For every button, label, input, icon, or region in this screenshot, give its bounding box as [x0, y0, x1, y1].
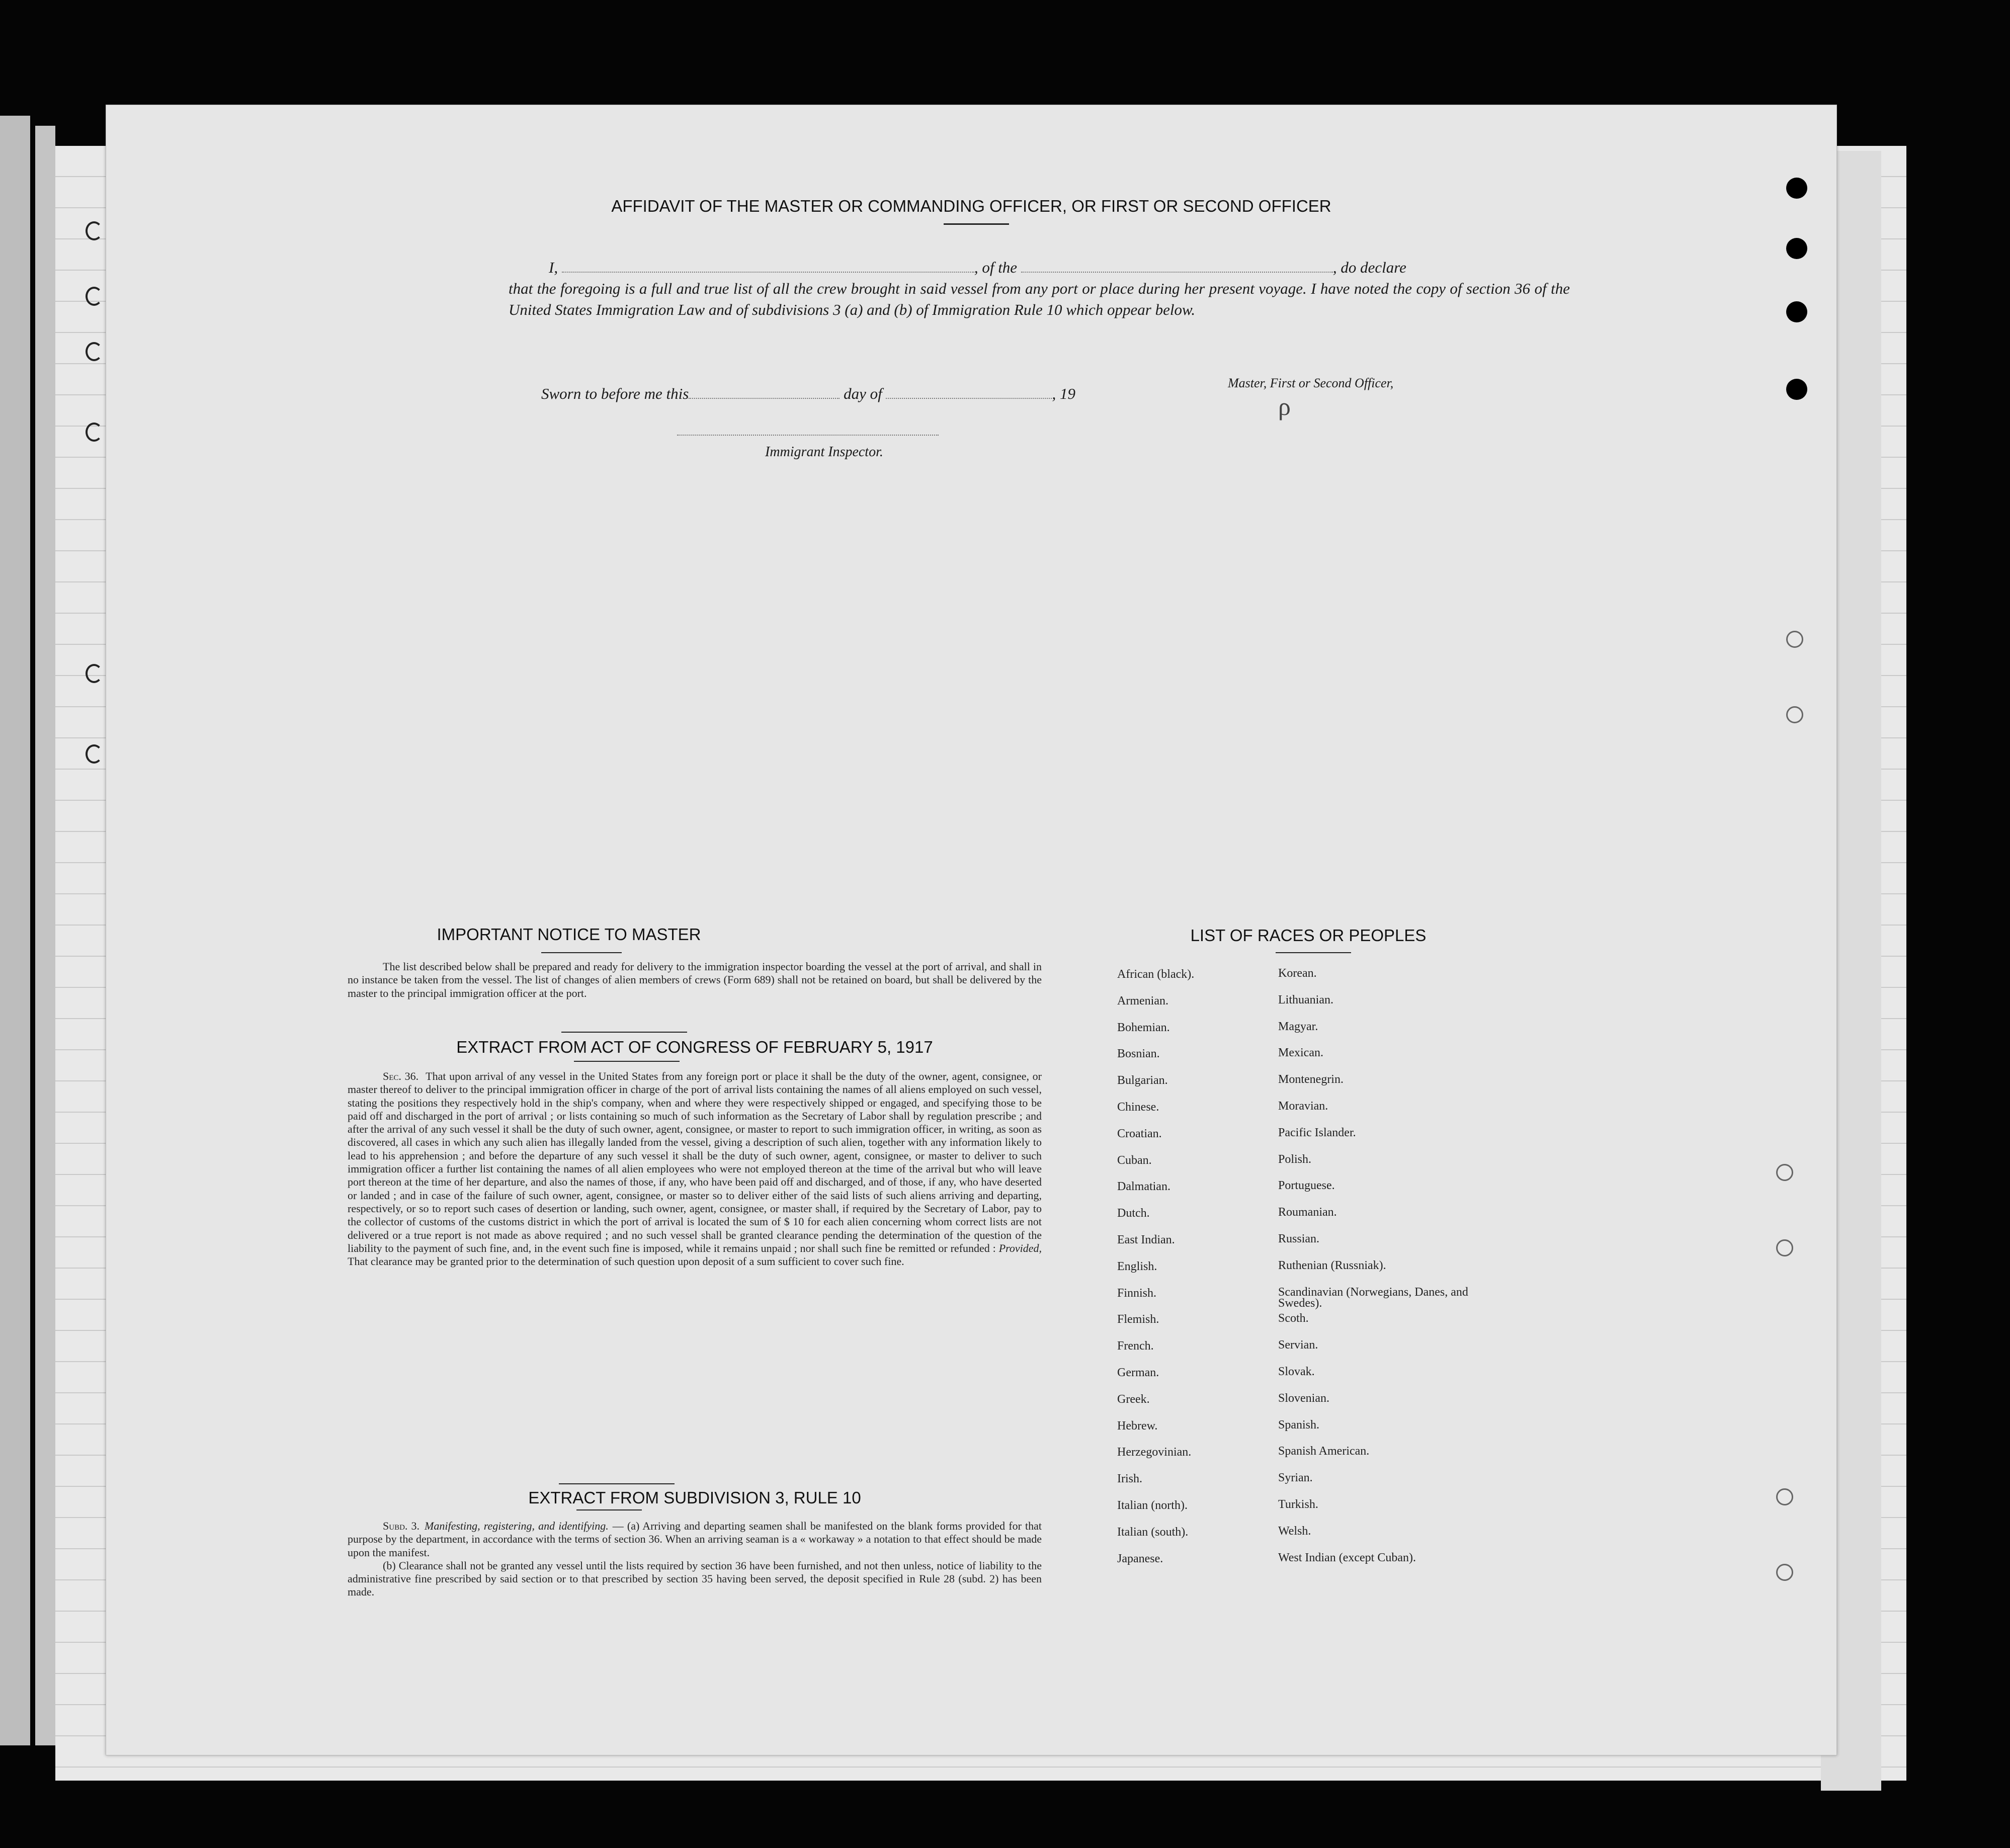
race-name: Magyar.: [1278, 1020, 1318, 1033]
month-blank: [886, 398, 1052, 399]
section-text: That upon arrival of any vessel in the United States from any foreign port or place it shall be the duty of the owner, agent, consignee, or master thereof to deliver to the principal immigration officer in charge of the port of arrival lists containing the names of all aliens employed on such vessel, stating the positions they respectively hold in the ship's company, when and where they were respectively shipped or engaged, and specifying those to be paid off and discharged in the port of arrival ; or lists containing so much of such information as the Secretary of Labor shall by regulation prescribe ; and after the arrival of any such vessel it shall be the duty of such owner, agent, consignee, or master to report to such immigration officer, in writing, as soon as discovered, all cases in which any such alien has illegally landed from the vessel, giving a description of such alien, together with any information likely to lead to his apprehension ; and before the departure of any such vessel it shall be the duty of such owner, agent, consignee, or master to deliver to such immigration officer a further list containing the names of all alien employees who were not employed thereon at the time of the arrival but who will leave port thereon at the time of her departure, and also the names of those, if any, who have been paid off and discharged, and of those, if any, who have deserted or landed ; and in case of the failure of such owner, agent, consignee, or master so to deliver either of the said lists of such aliens arriving and departing, respectively, or so to report such cases of desertion or landing, such owner, agent, consignee, or master shall, if required by the Secretary of Labor, pay to the collector of customs of the customs district in which the port of arrival is located the sum of $ 10 for each alien concerning whom correct lists are not delivered or a true report is not made as above required ; and no such vessel shall be granted clearance pending the determination of the question of the liability to the payment of such fine, and, in the event such fine is imposed, while it remains unpaid ; nor shall such fine be remitted or refunded :: [348, 1070, 1042, 1254]
race-row: [1117, 1339, 1520, 1366]
race-row: [1117, 1260, 1520, 1287]
name-blank: [562, 272, 974, 273]
background-sheet-left: [0, 116, 30, 1745]
race-name: Roumanian.: [1278, 1206, 1337, 1219]
section-label: Sec. 36.: [383, 1070, 419, 1082]
handwritten-initial: ρ: [1278, 392, 1291, 421]
race-row: [1117, 1446, 1520, 1472]
subd-a-text: — (a) Arriving and departing seamen shall be manifested on the blank forms provided for that purpose by the department, in accordance with the terms of section 36. When an arriving seaman is a « workaway » a notation to that effect should be made upon the manifest.: [348, 1520, 1042, 1559]
race-name: Spanish.: [1278, 1418, 1320, 1432]
race-name: Bosnian.: [1117, 1047, 1160, 1061]
margin-mark: [86, 664, 103, 683]
divider: [561, 1032, 687, 1033]
race-name: Herzegovinian.: [1117, 1446, 1192, 1459]
inspector-signature-line: [677, 435, 939, 436]
punch-hole: [1786, 706, 1803, 723]
race-name: Scoth.: [1278, 1312, 1309, 1325]
divider: [574, 1061, 680, 1062]
affidavit-body: [509, 257, 1570, 320]
punch-hole: [1786, 238, 1807, 259]
punch-hole: [1776, 1564, 1793, 1581]
extract-rule-title: EXTRACT FROM SUBDIVISION 3, RULE 10: [528, 1488, 861, 1507]
race-row: [1117, 1366, 1520, 1393]
race-name: Ruthenian (Russniak).: [1278, 1258, 1386, 1272]
race-name: Servian.: [1278, 1338, 1318, 1352]
manifest-page: [106, 105, 1837, 1755]
margin-mark: [86, 342, 103, 361]
divider: [576, 1509, 642, 1510]
race-row: [1117, 994, 1520, 1021]
section-text-end: That clearance may be granted prior to the determination of such question upon deposit of a sum sufficient to cover such fine.: [348, 1255, 904, 1268]
sworn-line: [541, 385, 1075, 403]
race-row: [1117, 1207, 1520, 1233]
section-36-text: [348, 1070, 1042, 1268]
subdivision-a: [348, 1520, 1042, 1559]
punch-hole: [1786, 178, 1807, 199]
notice-title: IMPORTANT NOTICE TO MASTER: [437, 925, 701, 944]
race-name: Welsh.: [1278, 1524, 1311, 1538]
divider: [1276, 952, 1351, 953]
races-title: LIST OF RACES OR PEOPLES: [1190, 926, 1427, 945]
race-name: Italian (south).: [1117, 1525, 1189, 1539]
race-row: [1117, 1526, 1520, 1552]
year-prefix: , 19: [1052, 385, 1075, 402]
race-name: Flemish.: [1117, 1313, 1159, 1326]
punch-hole: [1776, 1239, 1793, 1256]
punch-hole: [1776, 1488, 1793, 1505]
subdivision-b: (b) Clearance shall not be granted any vessel until the lists required by section 36 have been furnished, and not then unless, notice of liability to the administrative fine prescribed by said section or to that prescribed by section 35 having been served, the deposit specified in Rule 28 (subd. 2) has been made.: [348, 1559, 1042, 1599]
race-name: English.: [1117, 1259, 1157, 1273]
race-name: Irish.: [1117, 1472, 1142, 1486]
vessel-blank: [1021, 272, 1333, 273]
divider: [541, 952, 622, 953]
margin-mark: [86, 221, 103, 240]
background-sheet-left-inner: [35, 126, 55, 1745]
punch-hole: [1776, 1164, 1793, 1181]
race-row: [1117, 1154, 1520, 1181]
race-name: French.: [1117, 1339, 1154, 1353]
race-name: Dalmatian.: [1117, 1180, 1170, 1194]
race-row: [1117, 1021, 1520, 1048]
race-name: Cuban.: [1117, 1153, 1152, 1167]
race-name: Greek.: [1117, 1392, 1150, 1406]
punch-hole: [1786, 631, 1803, 648]
race-row: [1117, 1233, 1520, 1260]
race-row: [1117, 1499, 1520, 1526]
notice-text: The list described below shall be prepared and ready for delivery to the immigration inspector boarding the vessel at the port of arrival, and shall in no instance be taken from the vessel. The list of changes of alien members of crews (Form 689) shall not be retained on board, but shall be delivered by the master to the principal immigration officer at the port.: [348, 960, 1042, 999]
race-name: Armenian.: [1117, 994, 1168, 1007]
subd-label: Subd. 3.: [383, 1520, 420, 1532]
race-row: [1117, 1047, 1520, 1074]
race-name: Turkish.: [1278, 1497, 1318, 1511]
race-name: Bohemian.: [1117, 1021, 1170, 1034]
margin-mark: [86, 744, 103, 764]
race-name: Korean.: [1278, 967, 1317, 980]
signature-label: Master, First or Second Officer,: [1228, 376, 1394, 390]
divider: [944, 223, 1009, 225]
race-name: Slovak.: [1278, 1365, 1315, 1378]
punch-hole: [1786, 301, 1807, 322]
affidavit-title: AFFIDAVIT OF THE MASTER OR COMMANDING OFFICER, OR FIRST OR SECOND OFFICER: [611, 197, 1331, 215]
extract-act-title: EXTRACT FROM ACT OF CONGRESS OF FEBRUARY 5, 1917: [456, 1038, 933, 1056]
race-row: [1117, 1472, 1520, 1499]
inspector-label: Immigrant Inspector.: [765, 444, 883, 460]
race-name: Chinese.: [1117, 1100, 1159, 1114]
race-row: [1117, 1101, 1520, 1127]
race-row: [1117, 1074, 1520, 1101]
of-the-label: , of the: [974, 259, 1018, 276]
race-row: [1117, 1180, 1520, 1207]
divider: [559, 1483, 675, 1484]
race-name: Montenegrin.: [1278, 1073, 1344, 1086]
race-name: Portuguese.: [1278, 1179, 1335, 1193]
provided-label: Provided,: [998, 1241, 1042, 1254]
race-name: Slovenian.: [1278, 1391, 1329, 1405]
race-name: African (black).: [1117, 968, 1195, 981]
subdivision-text: [348, 1520, 1042, 1599]
race-name: Moravian.: [1278, 1099, 1328, 1113]
race-name: West Indian (except Cuban).: [1278, 1551, 1416, 1564]
sworn-label: Sworn to before me this: [541, 385, 689, 402]
race-name: Hebrew.: [1117, 1419, 1158, 1433]
race-name: Polish.: [1278, 1152, 1312, 1166]
race-name: Pacific Islander.: [1278, 1126, 1356, 1139]
race-name: Finnish.: [1117, 1286, 1157, 1300]
race-name: Spanish American.: [1278, 1445, 1370, 1458]
margin-mark: [86, 423, 103, 442]
race-name: Scandinavian (Norwegians, Danes, and Swedes).: [1278, 1285, 1468, 1310]
race-row: [1117, 1419, 1520, 1446]
i-label: I,: [549, 259, 558, 276]
race-name: Italian (north).: [1117, 1498, 1188, 1512]
race-row: [1117, 1552, 1520, 1579]
race-name: Syrian.: [1278, 1471, 1313, 1485]
race-row: [1117, 1313, 1520, 1339]
race-row: [1117, 1393, 1520, 1419]
affidavit-first-line: [509, 257, 1570, 278]
affidavit-text: that the foregoing is a full and true list of all the crew brought in said vessel from any port or place during her present voyage. I have noted the copy of section 36 of the United States Immigration Law and of subdivisions 3 (a) and (b) of Immigration Rule 10 which oppear below.: [509, 280, 1570, 318]
race-row: [1117, 1127, 1520, 1154]
subd-title: Manifesting, registering, and identifying.: [425, 1520, 609, 1532]
race-row: [1117, 968, 1520, 994]
races-list: [1117, 968, 1520, 1578]
do-declare-label: , do declare: [1332, 259, 1406, 276]
race-name: Croatian.: [1117, 1127, 1162, 1140]
race-name: Japanese.: [1117, 1552, 1163, 1565]
day-of-label: day of: [844, 385, 882, 402]
race-name: Russian.: [1278, 1232, 1320, 1245]
race-name: East Indian.: [1117, 1233, 1175, 1246]
race-row: [1117, 1287, 1520, 1313]
punch-hole: [1786, 379, 1807, 400]
margin-mark: [86, 287, 103, 306]
race-name: Lithuanian.: [1278, 993, 1333, 1006]
date-blank: [689, 398, 840, 399]
race-name: German.: [1117, 1366, 1159, 1379]
race-name: Bulgarian.: [1117, 1074, 1168, 1087]
race-name: Mexican.: [1278, 1046, 1323, 1060]
race-name: Dutch.: [1117, 1207, 1150, 1220]
